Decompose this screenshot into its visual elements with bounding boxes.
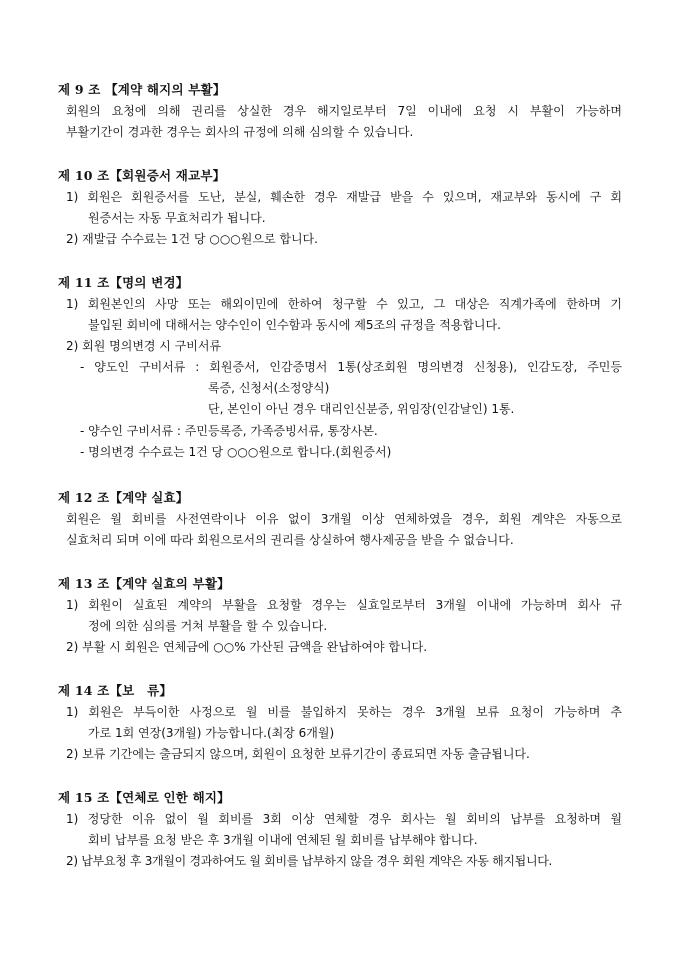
article-item-line: 2) 회원 명의변경 시 구비서류 (66, 339, 222, 353)
article-item-line: 불입된 회비에 대해서는 양수인이 인수함과 동시에 제5조의 규정을 적용합니다. (88, 318, 501, 332)
article-heading: 제 11 조【명의 변경】 (58, 275, 189, 290)
article-item-line: 1) 회원본인의 사망 또는 해외이민에 한하여 청구할 수 있고, 그 대상은 직계가족에 한하며 기 (66, 297, 622, 311)
article-subitem-line: 록증, 신청서(소정양식) (208, 381, 330, 395)
article-heading: 제 14 조【보 류】 (58, 683, 173, 698)
article-item-line: 2) 재발급 수수료는 1건 당 ○○○원으로 합니다. (66, 232, 318, 246)
article-heading: 제 12 조【계약 실효】 (58, 490, 189, 505)
article-item-line: 2) 보류 기간에는 출금되지 않으며, 회원이 요청한 보류기간이 종료되면 자동 출금됩니다. (66, 747, 530, 761)
article-heading: 제 13 조【계약 실효의 부활】 (58, 576, 230, 591)
article-subitem-line: - 양도인 구비서류 : 회원증서, 인감증명서 1통(상조회원 명의변경 신청용), 인감도장, 주민등 (80, 360, 622, 374)
article-item-line: 정에 의한 심의를 거쳐 부활을 할 수 있습니다. (88, 619, 328, 633)
article-item-line: 1) 회원은 부득이한 사정으로 월 비를 불입하지 못하는 경우 3개월 보류 요청이 가능하며 추 (66, 705, 622, 719)
article-item-line: 회비 납부를 요청 받은 후 3개월 이내에 연체된 월 회비를 납부해야 합니다. (88, 833, 478, 847)
article-heading: 제 9 조 【계약 해지의 부활】 (58, 82, 226, 97)
article-item-line: 2) 납부요청 후 3개월이 경과하여도 월 회비를 납부하지 않을 경우 회원 계약은 자동 해지됩니다. (66, 854, 553, 868)
article-text-line: 실효처리 되며 이에 따라 회원으로서의 권리를 상실하여 행사제공을 받을 수 없습니다. (66, 533, 514, 547)
article-text-line: 회원의 요청에 의해 권리를 상실한 경우 해지일로부터 7일 이내에 요청 시 부활이 가능하며 (66, 104, 622, 118)
article-item-line: 원증서는 자동 무효처리가 됩니다. (88, 211, 266, 225)
article-subitem-line: - 명의변경 수수료는 1건 당 ○○○원으로 합니다.(회원증서) (80, 445, 392, 459)
article-subitem-line: 단, 본인이 아닌 경우 대리인신분증, 위임장(인감날인) 1통. (208, 402, 515, 416)
article-heading: 제 15 조【연체로 인한 해지】 (58, 790, 230, 805)
article-text-line: 부활기간이 경과한 경우는 회사의 규정에 의해 심의할 수 있습니다. (66, 125, 414, 139)
article-item-line: 1) 회원이 실효된 계약의 부활을 요청할 경우는 실효일로부터 3개월 이내에 가능하며 회사 규 (66, 598, 622, 612)
article-subitem-line: - 양수인 구비서류 : 주민등록증, 가족증빙서류, 통장사본. (80, 424, 378, 438)
article-heading: 제 10 조【회원증서 재교부】 (58, 168, 226, 183)
article-text-line: 회원은 월 회비를 사전연락이나 이유 없이 3개월 이상 연체하였을 경우, 회원 계약은 자동으로 (66, 512, 622, 526)
article-item-line: 1) 회원은 회원증서를 도난, 분실, 훼손한 경우 재발급 받을 수 있으며, 재교부와 동시에 구 회 (66, 190, 622, 204)
article-item-line: 1) 정당한 이유 없이 월 회비를 3회 이상 연체할 경우 회사는 월 회비의 납부를 요청하며 월 (66, 812, 622, 826)
article-item-line: 2) 부활 시 회원은 연체금에 ○○% 가산된 금액을 완납하여야 합니다. (66, 640, 428, 654)
article-item-line: 가로 1회 연장(3개월) 가능합니다.(최장 6개월) (88, 726, 335, 740)
